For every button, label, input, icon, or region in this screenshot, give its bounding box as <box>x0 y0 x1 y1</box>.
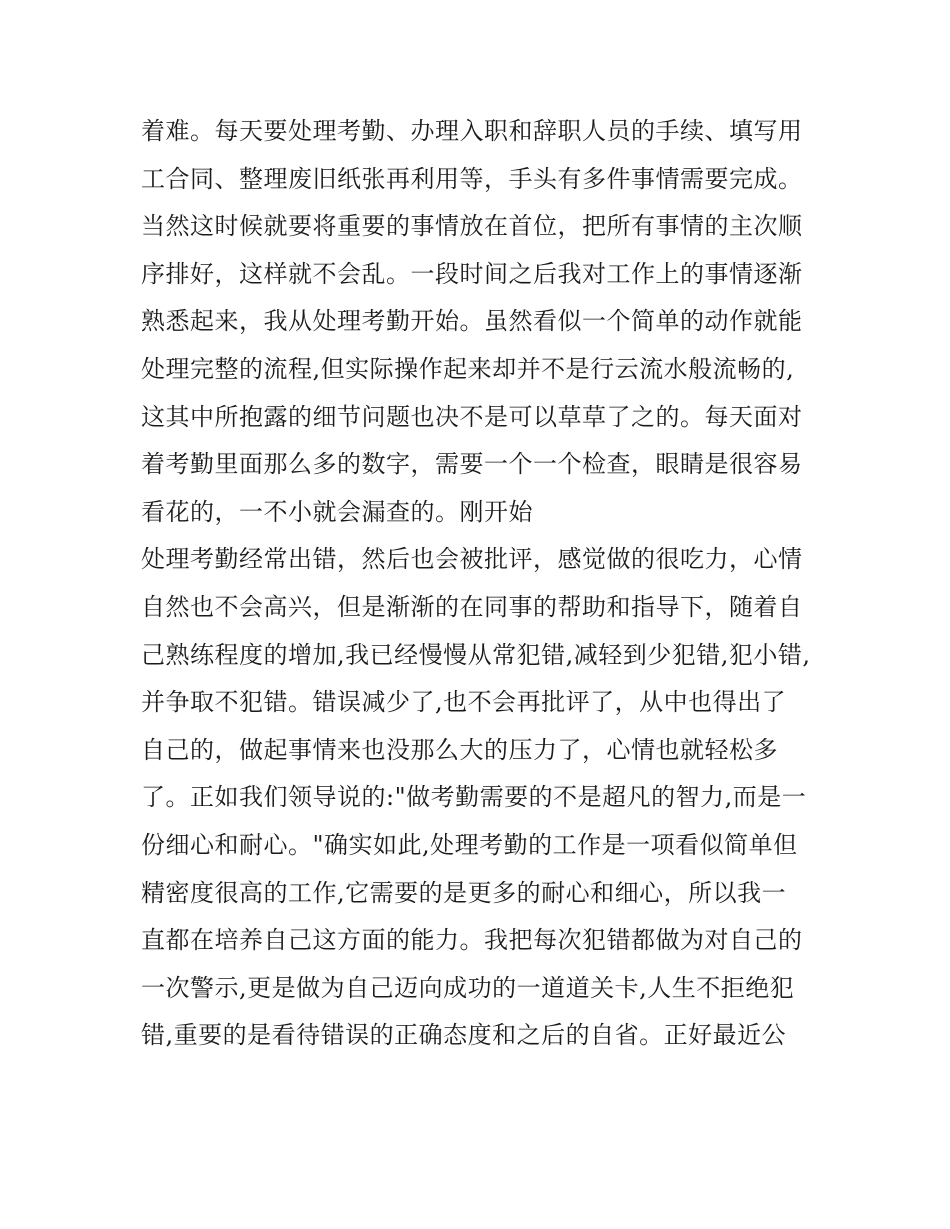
text-line: 一次警示,更是做为自己迈向成功的一道道关卡,人生不拒绝犯 <box>141 973 795 1002</box>
text-line: 处理考勤经常出错，然后也会被批评，感觉做的很吃力，心情 <box>141 545 803 574</box>
text-line: 当然这时候就要将重要的事情放在首位，把所有事情的主次顺 <box>141 212 803 241</box>
text-line: 工合同、整理废旧纸张再利用等，手头有多件事情需要完成。 <box>141 164 803 193</box>
text-line: 看花的，一不小就会漏查的。刚开始 <box>141 497 533 526</box>
text-line: 己熟练程度的增加,我已经慢慢从常犯错,减轻到少犯错,犯小错, <box>141 640 811 669</box>
text-line: 错,重要的是看待错误的正确态度和之后的自省。正好最近公 <box>141 1021 787 1050</box>
text-line: 处理完整的流程,但实际操作起来却并不是行云流水般流畅的, <box>141 354 795 383</box>
text-line: 了。正如我们领导说的:"做考勤需要的不是超凡的智力,而是一 <box>141 783 807 812</box>
text-line: 这其中所抱露的细节问题也决不是可以草草了之的。每天面对 <box>141 402 803 431</box>
text-line: 直都在培养自己这方面的能力。我把每次犯错都做为对自己的 <box>141 926 803 955</box>
text-line: 精密度很高的工作,它需要的是更多的耐心和细心，所以我一 <box>141 878 787 907</box>
text-line: 自己的，做起事情来也没那么大的压力了，心情也就轻松多 <box>141 735 778 764</box>
body-text <box>141 108 821 1060</box>
text-line: 着考勤里面那么多的数字，需要一个一个检查，眼睛是很容易 <box>141 450 803 479</box>
text-line: 序排好，这样就不会乱。一段时间之后我对工作上的事情逐渐 <box>141 259 803 288</box>
text-line: 份细心和耐心。"确实如此,处理考勤的工作是一项看似简单但 <box>141 830 798 859</box>
text-line: 熟悉起来，我从处理考勤开始。虽然看似一个简单的动作就能 <box>141 307 803 336</box>
text-line: 着难。每天要处理考勤、办理入职和辞职人员的手续、填写用 <box>141 117 803 145</box>
text-line: 自然也不会高兴，但是渐渐的在同事的帮助和指导下，随着自 <box>141 592 803 621</box>
text-line: 并争取不犯错。错误减少了,也不会再批评了，从中也得出了 <box>141 688 787 717</box>
